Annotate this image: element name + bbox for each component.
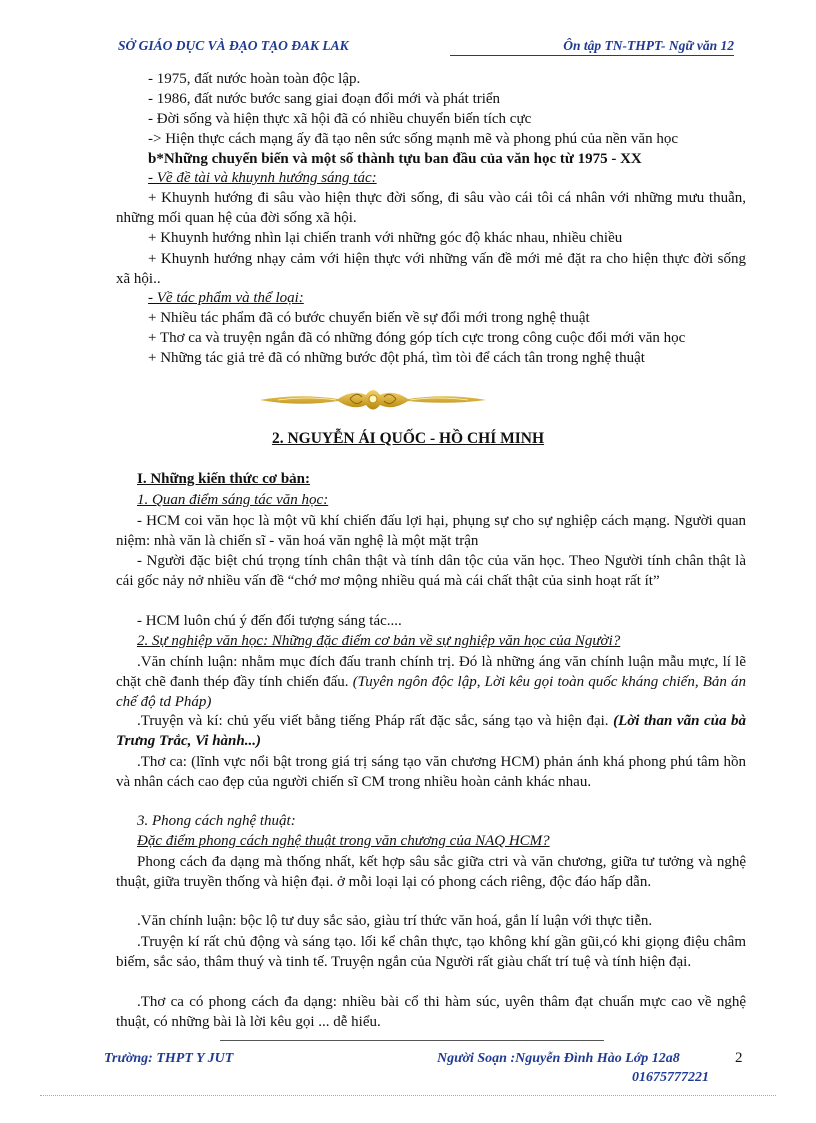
sub3-heading: 3. Phong cách nghệ thuật:: [137, 813, 296, 829]
paragraph-text: .Truyện và kí: chủ yếu viết bằng tiếng Pháp rất đặc sắc, sáng tạo và hiện đại.: [137, 713, 609, 729]
paragraph: .Văn chính luận: bộc lộ tư duy sắc sảo, giàu trí thức văn hoá, gắn lí luận với thực tiễn.: [137, 913, 653, 929]
footer-school: Trường: THPT Y JUT: [104, 1051, 234, 1066]
paragraph-text: .Văn chính luận: nhằm mục đích đấu tranh chính trị. Đó là những áng văn chính luận mẫu mực, lí lẽ chặt chẽ đanh thép đầy tính chiến đấu.: [116, 654, 746, 690]
footer-phone: 01675777221: [632, 1070, 709, 1085]
gold-scroll-ornament-icon: [258, 383, 488, 415]
topic-item: + Khuynh hướng nhìn lại chiến tranh với những góc độ khác nhau, nhiều chiều: [148, 230, 623, 246]
sub2-question: Những đặc điểm cơ bản về sự nghiệp văn học của Người?: [268, 633, 621, 649]
works-label: - Về tác phẩm và thể loại:: [148, 290, 304, 306]
text-line: - 1986, đất nước bước sang giai đoạn đổi mới và phát triển: [148, 91, 501, 107]
paragraph: Phong cách đa dạng mà thống nhất, kết hợp sâu sắc giữa ctri và văn chương, giữa tư tưởng và nghệ thuật, giữa truyền thống và hiện đại. ở mỗi loại lại có phong cách riêng, độc đáo hấp dẫn.: [116, 854, 746, 890]
paragraph-italic: (Tuyên ngôn độc lập, Lời kêu gọi toàn quốc kháng chiến, Bản án chế độ td Pháp): [116, 674, 746, 710]
topic-item: + Khuynh hướng đi sâu vào hiện thực đời sống, đi sâu vào cái tôi cá nhân với những mưu thuẫn, những mối quan hệ của đời sống xã hội.: [116, 190, 746, 226]
heading-b: b*Những chuyển biến và một số thành tựu ban đầu của văn học từ 1975 - XX: [148, 151, 642, 167]
text-line: - 1975, đất nước hoàn toàn độc lập.: [148, 71, 361, 87]
section-title: [0, 430, 816, 448]
works-item: + Những tác giả trẻ đã có những bước đột phá, tìm tòi để cách tân trong nghệ thuật: [148, 350, 645, 366]
paragraph: [116, 652, 746, 712]
sub2-label: 2. Sự nghiệp văn học:: [137, 633, 269, 649]
sub2-heading: [137, 632, 620, 651]
footer-divider: [220, 1040, 604, 1041]
header-right: Ôn tập TN-THPT- Ngữ văn 12: [450, 38, 734, 56]
paragraph: - Người đặc biệt chú trọng tính chân thật và tính dân tộc của văn học. Theo Người tính chân thật là cái gốc nảy nở nhiều vấn đề “chớ mơ mộng nhiều quá mà cái chất thật của sinh hoạt rất ít”: [116, 553, 746, 589]
page-edge-divider: [40, 1095, 776, 1096]
title-prefix: 2.: [271, 430, 288, 447]
header-left: SỞ GIÁO DỤC VÀ ĐẠO TẠO ĐAK LAK: [118, 38, 349, 53]
sub3-question: Đặc điểm phong cách nghệ thuật trong văn chương của NAQ HCM?: [137, 833, 550, 849]
paragraph: - HCM coi văn học là một vũ khí chiến đấu lợi hại, phụng sự cho sự nghiệp cách mạng. Người quan niệm: nhà văn là chiến sĩ - văn hoá văn nghệ là một mặt trận: [116, 513, 746, 549]
text-line: - Đời sống và hiện thực xã hội đã có nhiều chuyển biến tích cực: [148, 111, 532, 127]
paragraph: .Truyện kí rất chủ động và sáng tạo. lối kể chân thực, tạo không khí gần gũi,có khi giọng điệu châm biếm, sắc sảo, thâm thuý và tinh tế. Truyện ngắn của Người rất giàu chất trí tuệ và tính hiện đại.: [116, 934, 746, 970]
topic-item: + Khuynh hướng nhạy cảm với hiện thực với những vấn đề mới mẻ đặt ra cho hiện thực đời sống xã hội..: [116, 251, 746, 287]
footer-author: Người Soạn :Nguyễn Đình Hào Lớp 12a8: [437, 1051, 680, 1066]
topic-label: - Về đề tài và khuynh hướng sáng tác:: [148, 170, 377, 186]
works-item: + Nhiều tác phẩm đã có bước chuyển biến về sự đổi mới trong nghệ thuật: [148, 310, 590, 326]
title-main: NGUYỄN ÁI QUỐC - HỒ CHÍ MINH: [287, 430, 545, 447]
paragraph: .Thơ ca có phong cách đa dạng: nhiều bài cổ thi hàm súc, uyên thâm đạt chuẩn mực cao về nghệ thuật, có những bài là lời kêu gọi ... dễ hiểu.: [116, 994, 746, 1030]
page-number: 2: [735, 1050, 743, 1066]
part1-heading: I. Những kiến thức cơ bản:: [137, 471, 311, 487]
works-item: + Thơ ca và truyện ngắn đã có những đóng góp tích cực trong công cuộc đổi mới văn học: [148, 330, 686, 346]
paragraph: .Thơ ca: (lĩnh vực nổi bật trong giá trị sáng tạo văn chương HCM) phản ánh khá phong phú tâm hồn và nhân cách cao đẹp của người chiến sĩ CM trong nhiều hoàn cảnh khác nhau.: [116, 754, 746, 790]
paragraph-italic: (Lời than vãn của bà Trưng Trắc, Vi hành...): [116, 713, 746, 749]
sub1-heading: 1. Quan điểm sáng tác văn học:: [137, 492, 329, 508]
paragraph: - HCM luôn chú ý đến đối tượng sáng tác....: [137, 613, 402, 629]
paragraph: [116, 711, 746, 751]
text-line: -> Hiện thực cách mạng ấy đã tạo nên sức sống mạnh mẽ và phong phú của nền văn học: [148, 131, 678, 147]
